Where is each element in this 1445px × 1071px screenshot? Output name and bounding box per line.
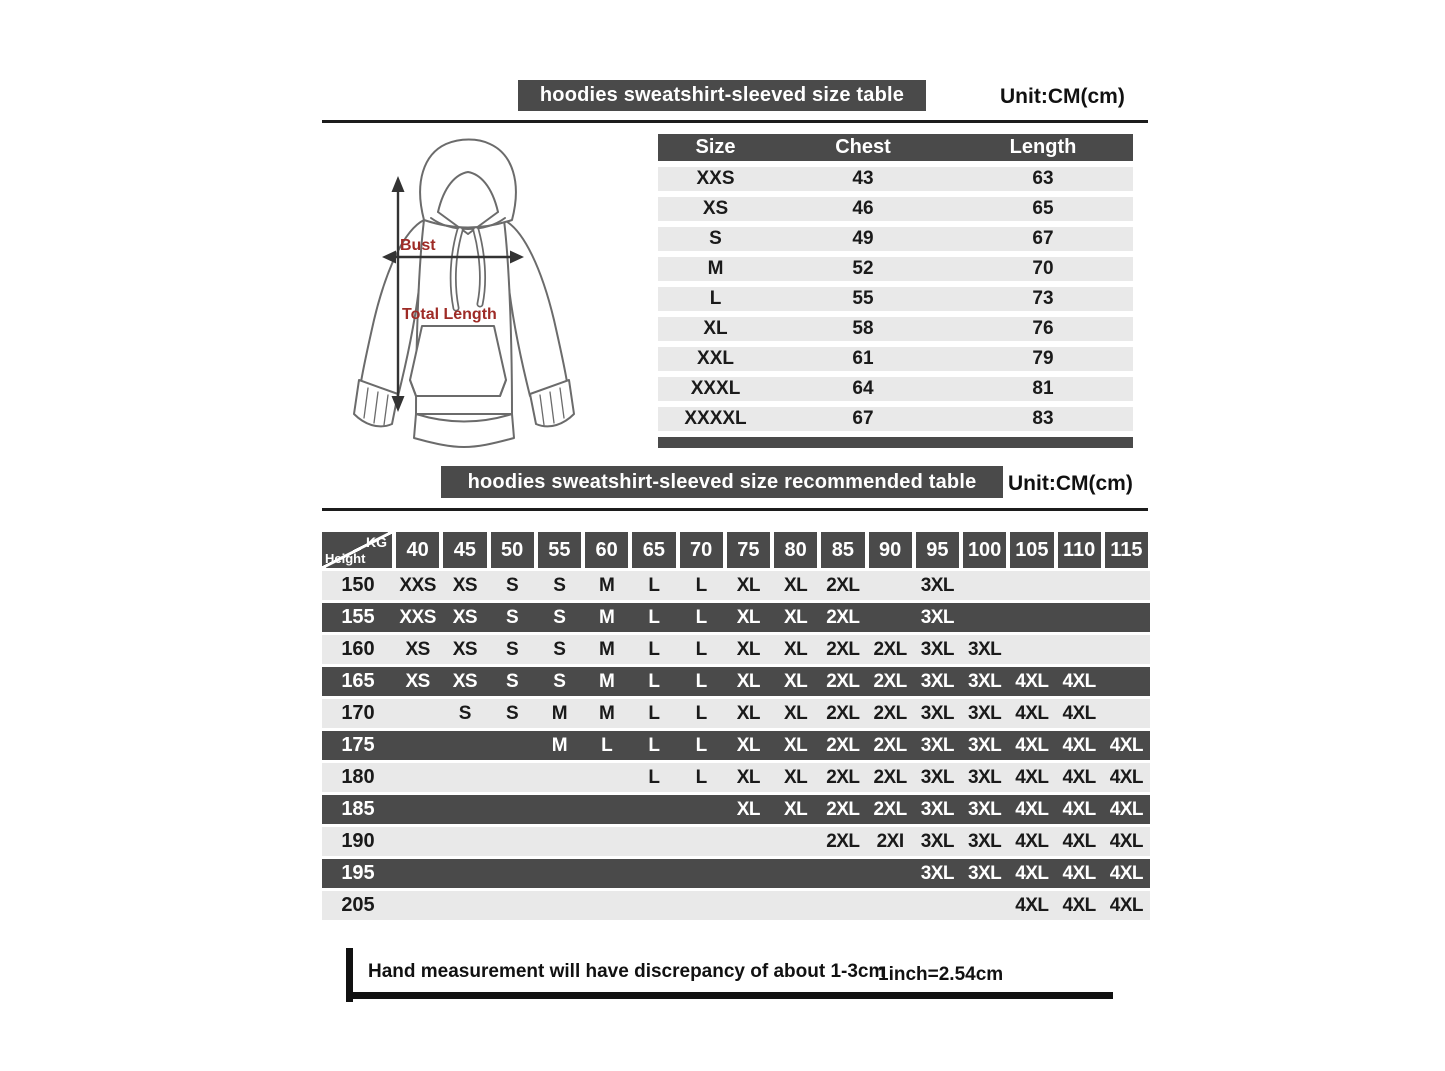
size-cell: 4XL [1015, 830, 1049, 852]
recommended-table-row [322, 763, 1150, 792]
size-cell: S [458, 702, 471, 724]
size-table-cell: 73 [1032, 288, 1054, 309]
size-cell: XL [736, 638, 761, 660]
size-cell: M [598, 574, 615, 596]
divider-line-middle [322, 508, 1148, 511]
size-cell: S [506, 702, 519, 724]
size-cell: M [598, 670, 615, 692]
size-cell: M [598, 606, 615, 628]
size-cell: L [601, 734, 613, 756]
weight-header-cell: 115 [1105, 532, 1148, 568]
size-cell: L [648, 766, 660, 788]
size-cell: 3XL [967, 638, 1002, 660]
size-cell: 4XL [1015, 734, 1049, 756]
size-table-row [658, 197, 1133, 221]
recommended-table [322, 532, 1150, 920]
size-cell: 2XL [826, 702, 860, 724]
size-cell: 2XL [826, 734, 860, 756]
size-table-cell: XS [702, 198, 729, 219]
size-cell: 4XL [1062, 670, 1096, 692]
size-cell: L [648, 702, 660, 724]
size-cell: XL [736, 798, 761, 820]
size-cell: 4XL [1015, 894, 1049, 916]
size-cell: 3XL [920, 734, 955, 756]
size-table-row [658, 317, 1133, 341]
size-table-cell: 49 [852, 228, 874, 249]
size-table-cell: XXXL [690, 378, 741, 399]
size-table-cell: 64 [852, 378, 874, 399]
size-table-cell: XXXXL [684, 408, 747, 429]
measurement-note: Hand measurement will have discrepancy of about 1-3cm [368, 961, 886, 982]
size-cell: 4XL [1015, 670, 1049, 692]
size-cell: 3XL [920, 670, 955, 692]
size-table-title-bar [518, 80, 926, 111]
size-cell: S [506, 670, 519, 692]
size-cell: L [695, 670, 707, 692]
size-cell: L [695, 734, 707, 756]
weight-header-cell: 100 [963, 532, 1006, 568]
size-cell: 3XL [920, 638, 955, 660]
size-cell: 3XL [920, 766, 955, 788]
recommended-table-row [322, 603, 1150, 632]
size-cell: 4XL [1062, 734, 1096, 756]
size-cell: S [506, 574, 519, 596]
size-cell: XL [736, 766, 761, 788]
weight-header-cell: 75 [727, 532, 770, 568]
size-cell: XL [736, 670, 761, 692]
weight-header-cell: 70 [680, 532, 723, 568]
size-cell: S [553, 574, 566, 596]
inch-conversion-note: 1inch=2.54cm [878, 964, 1004, 985]
size-cell: 4XL [1062, 702, 1096, 724]
weight-header-cell: 85 [821, 532, 864, 568]
size-cell: XL [783, 606, 808, 628]
size-cell: L [695, 606, 707, 628]
size-table-cell: 79 [1032, 348, 1054, 369]
recommended-table-title-bar [441, 466, 1003, 498]
hoodie-hood [420, 140, 516, 228]
size-cell: 3XL [920, 574, 955, 596]
weight-header-cell: 110 [1058, 532, 1101, 568]
size-cell: XL [783, 638, 808, 660]
size-table-cell: 83 [1032, 408, 1054, 429]
size-cell: 2XL [873, 798, 907, 820]
size-cell: M [551, 734, 568, 756]
size-cell: 3XL [967, 702, 1002, 724]
size-cell: XL [783, 670, 808, 692]
size-table-cell: 58 [852, 318, 874, 339]
size-cell: S [553, 670, 566, 692]
recommended-table-row [322, 571, 1150, 600]
size-cell: 2XL [826, 830, 860, 852]
recommended-table-row [322, 731, 1150, 760]
recommended-table-body [322, 571, 1150, 920]
weight-header-cell: 80 [774, 532, 817, 568]
size-cell: 3XL [967, 766, 1002, 788]
size-table-cell: 43 [852, 168, 874, 189]
size-cell: M [598, 702, 615, 724]
size-cell: 2XL [826, 606, 860, 628]
size-table-cell: XL [703, 318, 728, 339]
divider-line-top [322, 120, 1148, 123]
recommended-table-row [322, 699, 1150, 728]
size-cell: 4XL [1062, 798, 1096, 820]
size-cell: 3XL [967, 734, 1002, 756]
size-cell: S [553, 638, 566, 660]
size-cell: XL [736, 702, 761, 724]
size-cell: XXS [399, 606, 436, 628]
size-cell: 4XL [1109, 894, 1144, 916]
size-cell: XS [405, 670, 430, 692]
size-table-cell: 67 [852, 408, 874, 429]
size-cell: 4XL [1015, 702, 1049, 724]
size-table-cell: 46 [852, 198, 874, 219]
hoodie-right-sleeve [504, 220, 574, 426]
size-cell: 3XL [920, 606, 955, 628]
size-cell: 2XL [826, 798, 860, 820]
weight-header-cell: 105 [1010, 532, 1053, 568]
size-table-row [658, 347, 1133, 371]
size-cell: XL [736, 606, 761, 628]
size-table-cell: 63 [1032, 168, 1054, 189]
recommended-table-title: hoodies sweatshirt-sleeved size recommended table [467, 470, 977, 493]
size-cell: 4XL [1015, 862, 1049, 884]
size-table-col-header: Chest [835, 136, 891, 158]
size-table-row [658, 377, 1133, 401]
size-table-cell: M [707, 258, 724, 279]
size-cell: L [648, 606, 660, 628]
size-cell: L [648, 638, 660, 660]
size-cell: L [695, 702, 707, 724]
hoodie-hem [414, 414, 514, 447]
size-table-cell: 70 [1032, 258, 1054, 279]
size-cell: XL [783, 702, 808, 724]
weight-header-cell: 60 [585, 532, 628, 568]
size-cell: 3XL [967, 830, 1002, 852]
size-cell: 2XI [876, 830, 904, 852]
size-cell: L [648, 574, 660, 596]
size-cell: 4XL [1015, 798, 1049, 820]
size-table-cell: 61 [852, 348, 874, 369]
size-table-cell: XXL [697, 348, 734, 369]
size-table-cell: 55 [852, 288, 874, 309]
size-cell: L [695, 766, 707, 788]
recommended-table-unit-label: Unit:CM(cm) [1008, 472, 1133, 495]
size-cell: XXS [399, 574, 436, 596]
size-cell: XL [783, 766, 808, 788]
hoodie-drawing [330, 130, 620, 460]
height-label-cell: 185 [341, 798, 375, 820]
size-cell: 4XL [1062, 862, 1096, 884]
size-table-cell: 65 [1032, 198, 1054, 219]
size-cell: S [506, 606, 519, 628]
weight-header-cell: 50 [491, 532, 534, 568]
size-cell: S [506, 638, 519, 660]
size-cell: L [648, 670, 660, 692]
size-cell: S [553, 606, 566, 628]
size-table-cell: 81 [1032, 378, 1054, 399]
size-cell: 2XL [873, 734, 907, 756]
size-cell: XL [736, 734, 761, 756]
size-cell: L [648, 734, 660, 756]
size-cell: 2XL [826, 574, 860, 596]
size-cell: 3XL [920, 798, 955, 820]
size-cell: 4XL [1015, 766, 1049, 788]
size-cell: 2XL [826, 638, 860, 660]
size-cell: 3XL [967, 862, 1002, 884]
size-cell: XL [783, 798, 808, 820]
recommended-table-row [322, 859, 1150, 888]
size-table-header [658, 134, 1133, 161]
weight-header-cell: 65 [632, 532, 675, 568]
size-table-cell: XXS [696, 168, 735, 189]
size-table-cell: 67 [1032, 228, 1054, 249]
recommended-table-header [322, 532, 1150, 568]
size-cell: XS [452, 606, 478, 628]
kg-corner-label: KG [366, 534, 387, 550]
size-table-title: hoodies sweatshirt-sleeved size table [539, 84, 905, 106]
size-cell: XS [452, 638, 478, 660]
weight-header-cell: 40 [396, 532, 439, 568]
height-label-cell: 195 [341, 862, 375, 884]
height-corner-label: Height [325, 551, 366, 566]
height-label-cell: 190 [341, 830, 375, 852]
size-cell: 3XL [967, 670, 1002, 692]
size-cell: 3XL [920, 830, 955, 852]
size-table [658, 134, 1133, 448]
size-cell: 4XL [1109, 734, 1144, 756]
size-cell: 2XL [873, 638, 907, 660]
size-table-cell: 52 [852, 258, 874, 279]
size-cell: 4XL [1109, 862, 1144, 884]
size-cell: M [598, 638, 615, 660]
size-table-bottom-bar [658, 437, 1133, 448]
size-cell: L [695, 574, 707, 596]
size-cell: XL [736, 574, 761, 596]
weight-header-cell: 90 [869, 532, 912, 568]
size-table-row [658, 407, 1133, 431]
kg-height-corner-cell [322, 532, 392, 568]
recommended-table-row [322, 827, 1150, 856]
hoodie-pocket [410, 326, 506, 396]
size-cell: 4XL [1109, 766, 1144, 788]
weight-header-cell: 95 [916, 532, 959, 568]
size-cell: 4XL [1109, 798, 1144, 820]
size-cell: 4XL [1109, 830, 1144, 852]
height-label-cell: 155 [341, 606, 375, 628]
weight-header-cell: 45 [443, 532, 486, 568]
recommended-table-row [322, 635, 1150, 664]
size-cell: 2XL [873, 766, 907, 788]
size-cell: 2XL [873, 702, 907, 724]
size-cell: 3XL [967, 798, 1002, 820]
size-cell: 4XL [1062, 894, 1096, 916]
size-table-unit-label: Unit:CM(cm) [1000, 85, 1125, 108]
height-label-cell: 205 [341, 894, 375, 916]
hoodie-measurement-diagram [330, 130, 620, 460]
height-label-cell: 160 [341, 638, 375, 660]
size-table-body [658, 167, 1133, 431]
size-cell: L [695, 638, 707, 660]
size-cell: 2XL [826, 670, 860, 692]
height-label-cell: 150 [341, 574, 375, 596]
size-table-col-header: Size [695, 136, 736, 158]
size-cell: 3XL [920, 702, 955, 724]
height-label-cell: 175 [341, 734, 375, 756]
footer-bottom-bar [346, 992, 1113, 999]
total-length-label: Total Length [402, 306, 497, 323]
size-cell: XL [783, 574, 808, 596]
weight-header-cell: 55 [538, 532, 581, 568]
size-cell: XS [405, 638, 430, 660]
size-cell: XS [452, 670, 478, 692]
size-cell: 2XL [826, 766, 860, 788]
size-table-row [658, 167, 1133, 191]
size-cell: 3XL [920, 862, 955, 884]
size-cell: 2XL [873, 670, 907, 692]
recommended-table-row [322, 891, 1150, 920]
size-table-cell: S [709, 228, 722, 249]
height-label-cell: 165 [341, 670, 375, 692]
size-table-cell: L [709, 288, 722, 309]
size-cell: XL [783, 734, 808, 756]
size-table-row [658, 227, 1133, 251]
height-label-cell: 180 [341, 766, 375, 788]
bust-label: Bust [400, 237, 436, 254]
height-label-cell: 170 [341, 702, 375, 724]
size-cell: XS [452, 574, 478, 596]
size-cell: 4XL [1062, 830, 1096, 852]
recommended-table-row [322, 667, 1150, 696]
size-cell: M [551, 702, 568, 724]
recommended-table-row [322, 795, 1150, 824]
size-table-row [658, 257, 1133, 281]
size-table-row [658, 287, 1133, 311]
size-table-col-header: Length [1009, 136, 1077, 158]
size-table-cell: 76 [1032, 318, 1054, 339]
size-cell: 4XL [1062, 766, 1096, 788]
